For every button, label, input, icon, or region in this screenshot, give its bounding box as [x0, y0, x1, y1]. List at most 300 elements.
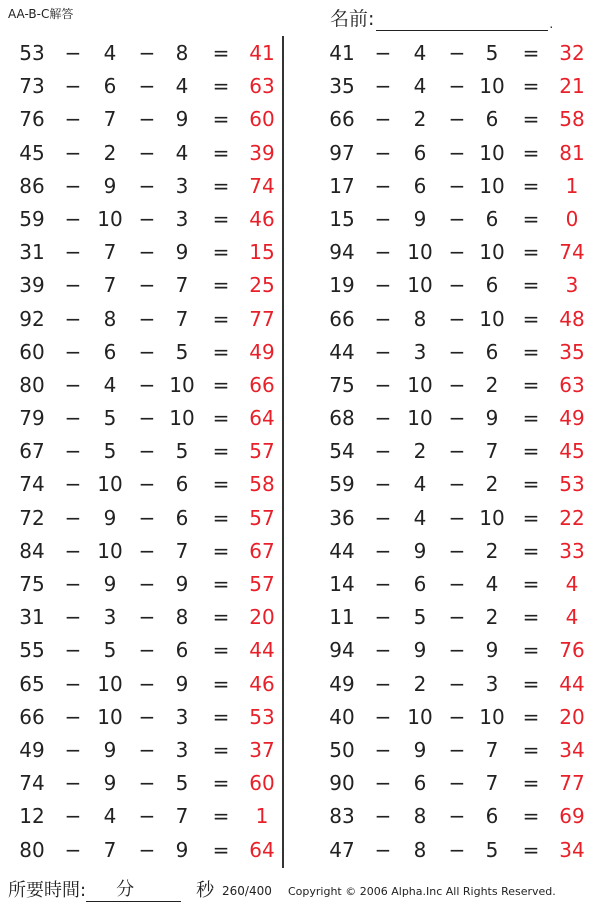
- equals-sign: =: [212, 671, 230, 696]
- subtrahend-2: 6: [175, 638, 189, 663]
- answer: 64: [249, 406, 275, 431]
- subtrahend-2: 10: [479, 306, 505, 331]
- minuend: 55: [19, 638, 45, 663]
- subtrahend-2: 6: [485, 107, 499, 132]
- subtrahend-2: 9: [175, 671, 189, 696]
- minus-sign: −: [448, 173, 466, 198]
- minuend: 19: [329, 273, 355, 298]
- answer: 15: [249, 240, 275, 265]
- equals-sign: =: [522, 406, 540, 431]
- minus-sign: −: [64, 771, 82, 796]
- answer: 58: [559, 107, 585, 132]
- subtrahend-1: 4: [413, 472, 427, 497]
- subtrahend-2: 6: [485, 339, 499, 364]
- minus-sign: −: [448, 306, 466, 331]
- minuend: 31: [19, 605, 45, 630]
- equals-sign: =: [522, 804, 540, 829]
- minuend: 97: [329, 140, 355, 165]
- minuend: 94: [329, 638, 355, 663]
- answer: 44: [249, 638, 275, 663]
- equals-sign: =: [522, 306, 540, 331]
- problem-row: [0, 170, 290, 203]
- problem-row: [310, 137, 600, 170]
- minuend: 17: [329, 173, 355, 198]
- equals-sign: =: [212, 41, 230, 65]
- subtrahend-2: 10: [169, 372, 195, 397]
- minus-sign: −: [374, 372, 392, 397]
- equals-sign: =: [522, 439, 540, 464]
- answer: 37: [249, 737, 275, 762]
- subtrahend-2: 7: [175, 804, 189, 829]
- problem-row: [0, 468, 290, 501]
- subtrahend-1: 8: [413, 306, 427, 331]
- minus-sign: −: [374, 206, 392, 231]
- minutes-unit: 分: [116, 879, 135, 900]
- problem-row: [310, 236, 600, 269]
- subtrahend-2: 5: [175, 439, 189, 464]
- equals-sign: =: [522, 704, 540, 729]
- problem-row: [0, 535, 290, 568]
- minus-sign: −: [448, 206, 466, 231]
- equals-sign: =: [522, 638, 540, 663]
- minus-sign: −: [138, 638, 156, 663]
- minus-sign: −: [64, 372, 82, 397]
- problem-row: [0, 767, 290, 800]
- subtrahend-1: 10: [407, 372, 433, 397]
- minus-sign: −: [448, 406, 466, 431]
- answer: 77: [249, 306, 275, 331]
- minus-sign: −: [374, 538, 392, 563]
- subtrahend-1: 4: [413, 74, 427, 99]
- problem-row: [0, 236, 290, 269]
- minus-sign: −: [448, 273, 466, 298]
- problem-row: [0, 502, 290, 535]
- minuend: 80: [19, 372, 45, 397]
- name-label: 名前:: [330, 8, 375, 30]
- minus-sign: −: [64, 206, 82, 231]
- equals-sign: =: [212, 173, 230, 198]
- minus-sign: −: [374, 671, 392, 696]
- problem-row: [310, 535, 600, 568]
- subtrahend-1: 6: [413, 771, 427, 796]
- subtrahend-1: 5: [413, 605, 427, 630]
- minus-sign: −: [448, 372, 466, 397]
- minus-sign: −: [374, 339, 392, 364]
- minuend: 50: [329, 737, 355, 762]
- minus-sign: −: [64, 572, 82, 596]
- equals-sign: =: [522, 671, 540, 696]
- subtrahend-1: 10: [407, 240, 433, 265]
- minuend: 75: [19, 572, 45, 596]
- answer: 63: [559, 372, 585, 397]
- problem-row: [310, 170, 600, 203]
- answer: 60: [249, 107, 275, 132]
- minuend: 84: [19, 538, 45, 563]
- minus-sign: −: [374, 306, 392, 331]
- subtrahend-1: 9: [103, 173, 117, 198]
- minuend: 66: [19, 704, 45, 729]
- problem-row: [310, 402, 600, 435]
- minus-sign: −: [64, 704, 82, 729]
- equals-sign: =: [522, 339, 540, 364]
- problem-row: [0, 137, 290, 170]
- problem-row: [0, 734, 290, 767]
- time-taken-label: 所要時間:: [8, 880, 87, 901]
- equals-sign: =: [522, 505, 540, 530]
- equals-sign: =: [522, 41, 540, 65]
- answer: 1: [565, 173, 579, 198]
- problem-row: [310, 734, 600, 767]
- answer: 25: [249, 273, 275, 298]
- minuend: 65: [19, 671, 45, 696]
- equals-sign: =: [212, 306, 230, 331]
- answer: 67: [249, 538, 275, 563]
- minuend: 74: [19, 472, 45, 497]
- minuend: 67: [19, 439, 45, 464]
- minus-sign: −: [448, 472, 466, 497]
- subtrahend-1: 5: [103, 439, 117, 464]
- problem-row: [0, 800, 290, 833]
- minuend: 60: [19, 339, 45, 364]
- minuend: 59: [329, 472, 355, 497]
- subtrahend-1: 10: [407, 406, 433, 431]
- minuend: 31: [19, 240, 45, 265]
- equals-sign: =: [212, 439, 230, 464]
- minus-sign: −: [374, 240, 392, 265]
- minus-sign: −: [138, 140, 156, 165]
- subtrahend-1: 7: [103, 273, 117, 298]
- left-problem-column: [0, 37, 290, 867]
- problem-row: [0, 568, 290, 601]
- subtrahend-1: 2: [413, 439, 427, 464]
- minuend: 35: [329, 74, 355, 99]
- problem-row: [0, 70, 290, 103]
- subtrahend-1: 10: [97, 671, 123, 696]
- subtrahend-1: 6: [103, 74, 117, 99]
- equals-sign: =: [522, 771, 540, 796]
- subtrahend-1: 10: [97, 538, 123, 563]
- minus-sign: −: [448, 107, 466, 132]
- subtrahend-1: 9: [103, 737, 117, 762]
- subtrahend-2: 7: [485, 737, 499, 762]
- minus-sign: −: [138, 206, 156, 231]
- minus-sign: −: [374, 804, 392, 829]
- subtrahend-1: 6: [413, 572, 427, 596]
- subtrahend-1: 7: [103, 240, 117, 265]
- minus-sign: −: [374, 472, 392, 497]
- problem-row: [0, 203, 290, 236]
- minus-sign: −: [138, 538, 156, 563]
- equals-sign: =: [212, 406, 230, 431]
- right-problem-column: [310, 37, 600, 867]
- name-dot: .: [549, 17, 554, 31]
- answer: 35: [559, 339, 585, 364]
- minus-sign: −: [64, 737, 82, 762]
- equals-sign: =: [522, 273, 540, 298]
- answer: 60: [249, 771, 275, 796]
- answer: 58: [249, 472, 275, 497]
- subtrahend-1: 2: [413, 671, 427, 696]
- problem-row: [0, 37, 290, 70]
- minuend: 59: [19, 206, 45, 231]
- problem-row: [310, 103, 600, 136]
- subtrahend-2: 2: [485, 605, 499, 630]
- minus-sign: −: [448, 737, 466, 762]
- minus-sign: −: [448, 605, 466, 630]
- answer: 48: [559, 306, 585, 331]
- minuend: 40: [329, 704, 355, 729]
- minuend: 66: [329, 306, 355, 331]
- answer: 41: [249, 41, 275, 65]
- problem-row: [310, 468, 600, 501]
- answer: 74: [559, 240, 585, 265]
- minus-sign: −: [374, 505, 392, 530]
- answer: 33: [559, 538, 585, 563]
- minuend: 12: [19, 804, 45, 829]
- minus-sign: −: [64, 605, 82, 630]
- subtrahend-1: 8: [413, 804, 427, 829]
- minus-sign: −: [448, 140, 466, 165]
- minuend: 39: [19, 273, 45, 298]
- problem-row: [310, 435, 600, 468]
- subtrahend-2: 9: [175, 572, 189, 596]
- minus-sign: −: [138, 372, 156, 397]
- answer: 57: [249, 439, 275, 464]
- minus-sign: −: [138, 804, 156, 829]
- minus-sign: −: [448, 638, 466, 663]
- minus-sign: −: [374, 737, 392, 762]
- subtrahend-2: 9: [175, 240, 189, 265]
- equals-sign: =: [212, 771, 230, 796]
- minus-sign: −: [374, 837, 392, 862]
- answer: 20: [249, 605, 275, 630]
- minus-sign: −: [138, 837, 156, 862]
- minus-sign: −: [448, 240, 466, 265]
- subtrahend-2: 10: [479, 173, 505, 198]
- subtrahend-2: 6: [485, 804, 499, 829]
- equals-sign: =: [212, 804, 230, 829]
- minus-sign: −: [374, 41, 392, 65]
- answer: 20: [559, 704, 585, 729]
- subtrahend-2: 7: [175, 273, 189, 298]
- equals-sign: =: [522, 538, 540, 563]
- minus-sign: −: [448, 704, 466, 729]
- problem-row: [0, 369, 290, 402]
- subtrahend-1: 9: [103, 771, 117, 796]
- subtrahend-2: 2: [485, 538, 499, 563]
- equals-sign: =: [212, 605, 230, 630]
- answer: 49: [249, 339, 275, 364]
- minus-sign: −: [374, 107, 392, 132]
- problem-row: [310, 601, 600, 634]
- answer: 46: [249, 206, 275, 231]
- minuend: 45: [19, 140, 45, 165]
- problem-row: [0, 402, 290, 435]
- minus-sign: −: [374, 273, 392, 298]
- minus-sign: −: [138, 439, 156, 464]
- answer: 63: [249, 74, 275, 99]
- minuend: 44: [329, 538, 355, 563]
- answer: 64: [249, 837, 275, 862]
- minuend: 49: [329, 671, 355, 696]
- minus-sign: −: [64, 638, 82, 663]
- answer: 3: [565, 273, 579, 298]
- subtrahend-2: 5: [485, 41, 499, 65]
- equals-sign: =: [212, 538, 230, 563]
- minus-sign: −: [374, 406, 392, 431]
- subtrahend-1: 8: [103, 306, 117, 331]
- minus-sign: −: [448, 771, 466, 796]
- subtrahend-1: 10: [97, 704, 123, 729]
- minus-sign: −: [138, 505, 156, 530]
- problem-row: [0, 269, 290, 302]
- answer: 57: [249, 572, 275, 596]
- minus-sign: −: [64, 339, 82, 364]
- answer: 44: [559, 671, 585, 696]
- answer: 0: [565, 206, 579, 231]
- equals-sign: =: [522, 472, 540, 497]
- minus-sign: −: [138, 605, 156, 630]
- subtrahend-1: 4: [103, 804, 117, 829]
- subtrahend-1: 5: [103, 406, 117, 431]
- equals-sign: =: [522, 240, 540, 265]
- equals-sign: =: [522, 605, 540, 630]
- minuend: 44: [329, 339, 355, 364]
- minuend: 72: [19, 505, 45, 530]
- subtrahend-1: 5: [103, 638, 117, 663]
- minuend: 47: [329, 837, 355, 862]
- minuend: 86: [19, 173, 45, 198]
- minus-sign: −: [448, 538, 466, 563]
- subtrahend-1: 7: [103, 837, 117, 862]
- subtrahend-2: 8: [175, 605, 189, 630]
- answer: 76: [559, 638, 585, 663]
- subtrahend-2: 3: [175, 173, 189, 198]
- subtrahend-2: 3: [485, 671, 499, 696]
- minus-sign: −: [374, 74, 392, 99]
- minus-sign: −: [138, 406, 156, 431]
- minuend: 79: [19, 406, 45, 431]
- subtrahend-2: 4: [485, 572, 499, 596]
- problem-row: [0, 303, 290, 336]
- minus-sign: −: [374, 439, 392, 464]
- problem-row: [310, 369, 600, 402]
- minus-sign: −: [138, 339, 156, 364]
- minus-sign: −: [64, 538, 82, 563]
- problem-row: [310, 701, 600, 734]
- answer: 57: [249, 505, 275, 530]
- minus-sign: −: [64, 671, 82, 696]
- equals-sign: =: [522, 372, 540, 397]
- minus-sign: −: [138, 771, 156, 796]
- subtrahend-2: 10: [479, 240, 505, 265]
- minus-sign: −: [448, 41, 466, 65]
- subtrahend-1: 8: [413, 837, 427, 862]
- subtrahend-1: 10: [407, 273, 433, 298]
- minus-sign: −: [448, 671, 466, 696]
- problem-row: [310, 634, 600, 667]
- answer: 45: [559, 439, 585, 464]
- subtrahend-2: 5: [175, 339, 189, 364]
- equals-sign: =: [212, 505, 230, 530]
- equals-sign: =: [212, 273, 230, 298]
- equals-sign: =: [212, 638, 230, 663]
- equals-sign: =: [522, 572, 540, 596]
- answer: 66: [249, 372, 275, 397]
- subtrahend-2: 9: [485, 638, 499, 663]
- subtrahend-2: 3: [175, 704, 189, 729]
- equals-sign: =: [212, 140, 230, 165]
- subtrahend-1: 4: [413, 41, 427, 65]
- minuend: 41: [329, 41, 355, 65]
- equals-sign: =: [522, 206, 540, 231]
- answer: 4: [565, 572, 579, 596]
- subtrahend-1: 10: [407, 704, 433, 729]
- minus-sign: −: [374, 173, 392, 198]
- minus-sign: −: [138, 306, 156, 331]
- minuend: 80: [19, 837, 45, 862]
- subtrahend-2: 7: [485, 439, 499, 464]
- minus-sign: −: [64, 41, 82, 65]
- subtrahend-2: 9: [175, 837, 189, 862]
- subtrahend-2: 6: [175, 505, 189, 530]
- equals-sign: =: [212, 837, 230, 862]
- equals-sign: =: [522, 837, 540, 862]
- subtrahend-1: 6: [413, 140, 427, 165]
- subtrahend-1: 2: [413, 107, 427, 132]
- subtrahend-2: 3: [175, 206, 189, 231]
- subtrahend-2: 6: [485, 273, 499, 298]
- answer: 21: [559, 74, 585, 99]
- subtrahend-1: 9: [413, 638, 427, 663]
- problem-row: [310, 37, 600, 70]
- problem-row: [310, 203, 600, 236]
- subtrahend-1: 6: [413, 173, 427, 198]
- problem-row: [0, 435, 290, 468]
- time-taken-field: [8, 876, 214, 902]
- subtrahend-1: 7: [103, 107, 117, 132]
- subtrahend-2: 10: [169, 406, 195, 431]
- minus-sign: −: [64, 140, 82, 165]
- subtrahend-2: 10: [479, 704, 505, 729]
- equals-sign: =: [212, 74, 230, 99]
- subtrahend-2: 4: [175, 74, 189, 99]
- minuend: 73: [19, 74, 45, 99]
- subtrahend-2: 5: [485, 837, 499, 862]
- problem-row: [310, 303, 600, 336]
- subtrahend-1: 3: [103, 605, 117, 630]
- minus-sign: −: [138, 273, 156, 298]
- problem-row: [310, 336, 600, 369]
- minus-sign: −: [138, 472, 156, 497]
- answer: 81: [559, 140, 585, 165]
- answer: 32: [559, 41, 585, 65]
- minus-sign: −: [138, 572, 156, 596]
- equals-sign: =: [522, 173, 540, 198]
- answer: 4: [565, 605, 579, 630]
- minus-sign: −: [64, 439, 82, 464]
- subtrahend-2: 3: [175, 737, 189, 762]
- equals-sign: =: [522, 140, 540, 165]
- subtrahend-1: 9: [103, 505, 117, 530]
- subtrahend-2: 9: [175, 107, 189, 132]
- minuend: 53: [19, 41, 45, 65]
- minus-sign: −: [64, 74, 82, 99]
- subtrahend-1: 3: [413, 339, 427, 364]
- subtrahend-2: 5: [175, 771, 189, 796]
- minuend: 90: [329, 771, 355, 796]
- minus-sign: −: [64, 804, 82, 829]
